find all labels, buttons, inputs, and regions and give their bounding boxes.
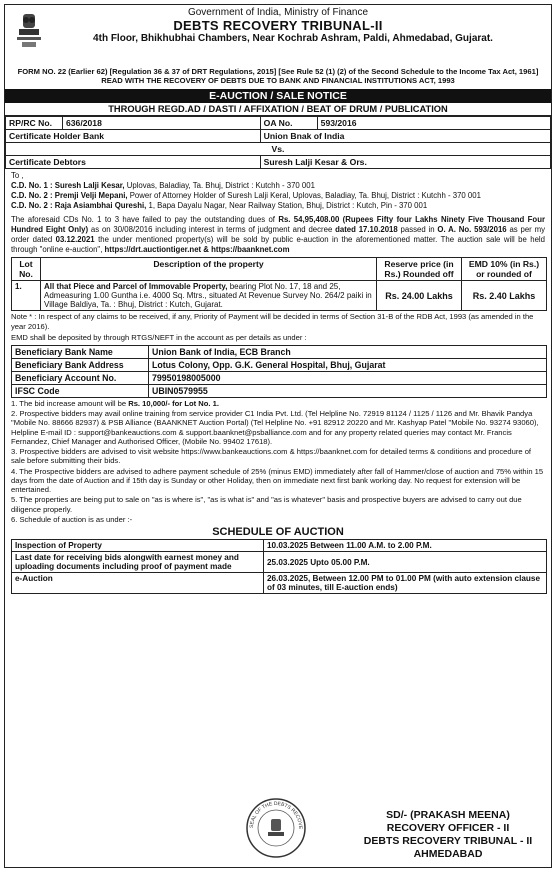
table-row: e-Auction 26.03.2025, Between 12.00 PM to 01.00 PM (with auto extension clause of 03 minutes, till E-auction ends)	[12, 573, 547, 594]
sale-notice	[4, 4, 552, 868]
notice-paragraph: The aforesaid CDs No. 1 to 3 have failed to pay the outstanding dues of Rs. 54,95,408.00 (Rupees Fifty four Lakhs Ninety Five Thousand Four Hundred Eight Only) as on 30/08/2016 including interest in terms of judgment and decree dated 17.10.2018 passed in O. A. No. 593/2016 as per my order dated 03.12.2021 the under mentioned property(s) will be sold by public e-auction in the aforementioned matter. The auction sale will be held through "online e-auction", https://drt.auctiontiger.net & https://baanknet.com	[11, 215, 545, 255]
seal-text: SEAL OF THE DEBTS RECOVE	[248, 800, 304, 830]
signatory-name: SD/- (PRAKASH MEENA)	[386, 808, 510, 821]
table-row	[6, 155, 551, 168]
list-item: 6. Schedule of auction is as under :-	[11, 514, 133, 524]
notice-subbanner: THROUGH REGD.AD / DASTI / AFFIXATION / BEAT OF DRUM / PUBLICATION	[5, 103, 551, 116]
oa-value: 593/2016	[317, 116, 550, 129]
notice-header	[5, 7, 551, 67]
signatory-designation: RECOVERY OFFICER - II	[386, 821, 510, 834]
rp-label: RP/RC No.	[6, 116, 63, 129]
list-item: C.D. No. 2 : Premji Velji Mepani, Power of Attorney Holder of Suresh Lalji Keral, Uplovas, Baladiay, Ta. Bhuj, District : Kutchh - 370 001	[11, 191, 481, 201]
schedule-table	[11, 539, 547, 594]
lot-number: 1.	[12, 281, 41, 311]
auction-websites: https://drt.auctiontiger.net & https://baanknet.com	[104, 245, 290, 255]
schedule-title: SCHEDULE OF AUCTION	[212, 526, 344, 539]
lot-header: Lot No.	[12, 258, 41, 281]
tribunal-seal-icon	[245, 797, 307, 859]
holder-value: Union Bnak of India	[260, 129, 550, 142]
list-item: 1. The bid increase amount will be Rs. 10,000/- for Lot No. 1.	[11, 398, 219, 408]
list-item: C.D. No. 2 : Raja Asiambhai Qureshi, 1, Bapa Dayalu Nagar, Near Railway Station, Bhuj, District : Kutch, Pin - 370 001	[11, 201, 428, 211]
reserve-header: Reserve price (in Rs.) Rounded off	[377, 258, 462, 281]
versus: Vs.	[6, 142, 551, 155]
list-item: 3. Prospective bidders are advised to visit website https://www.bankeauctions.com & https://baanknet.com for detailed terms & conditions and procedure of sale before submitting their bids.	[11, 447, 532, 466]
property-table	[11, 257, 547, 311]
list-item: 4. The Prospective bidders are advised to adhere payment schedule of 25% (minus EMD) immediately after fall of Hammer/close of auction and 75% within 15 days from the date of Auction and if 15th day is Sunday or other Holiday, then on immediate next first bank working day. No request for extension will be entertained.	[11, 466, 544, 495]
holder-label: Certificate Holder Bank	[6, 129, 261, 142]
list-item: 2. Prospective bidders may avail online training from service provider C1 India Pvt. Ltd. (Tel Helpline No. 72919 81124 / 1125 / 1126 and Mr. Bhavik Pandya "Mobile No. 88666 82937) & PSB Alliance (BAANKNET Auction Portal) (Tel Helpline No. +91 82912 20220 and Mr. Kashyap Patel "Mobile No. 93274 93060), Helpline E-mail ID : support@bankeauctions.com & support.baanknet@psballiance.com and for any property related queries may contact Mr. Francis Fernandez, Chief Manager and Authorised Officer, (Mobile No. 99402 17618).	[11, 409, 539, 446]
reserve-price: Rs. 24.00 Lakhs	[377, 281, 462, 311]
addressees	[5, 169, 551, 214]
form-reference: FORM NO. 22 (Earlier 62) [Regulation 36 & 37 of DRT Regulations, 2015] [See Rule 52 (1) (2) of the Second Schedule to the Income Tax Act, 1961] READ WITH THE RECOVERY OF DEBTS DUE TO BANK AND FINANCIAL INSTITUTIONS ACT, 1993	[17, 67, 539, 86]
ministry-line: Government of India, Ministry of Finance	[187, 7, 369, 18]
tribunal-address: 4th Floor, Bhikhubhai Chambers, Near Kochrab Ashram, Paldi, Ahmedabad, Gujarat.	[93, 33, 493, 44]
oa-label: OA No.	[260, 116, 317, 129]
table-row: Beneficiary Account No. 79950198005000	[12, 371, 547, 384]
table-row	[12, 258, 547, 281]
debtors-value: Suresh Lalji Kesar & Ors.	[260, 155, 550, 168]
tribunal-title: DEBTS RECOVERY TRIBUNAL-II	[173, 18, 383, 33]
description-header: Description of the property	[41, 258, 377, 281]
terms-list	[5, 399, 551, 524]
table-row	[6, 116, 551, 129]
signatory-city: AHMEDABAD	[413, 847, 483, 860]
to-line: To ,	[11, 170, 24, 180]
table-row	[6, 129, 551, 142]
table-row: Last date for receiving bids alongwith earnest money and uploading documents including proof of payment made 25.03.2025 Upto 05.00 P.M.	[12, 552, 547, 573]
list-item: 5. The properties are being put to sale on "as is where is", "as is what is" and "as is whatever" basis and prospective buyers are advised to carry out due diligence properly.	[11, 495, 522, 514]
table-row: Inspection of Property 10.03.2025 Between 11.00 A.M. to 2.00 P.M.	[12, 540, 547, 552]
emd-note: EMD shall be deposited by through RTGS/NEFT in the account as per details as under :	[11, 333, 307, 343]
notice-banner: E-AUCTION / SALE NOTICE	[5, 89, 551, 103]
rp-value: 636/2018	[63, 116, 261, 129]
list-item: C.D. No. 1 : Suresh Lalji Kesar, Uplovas, Baladiay, Ta. Bhuj, District : Kutchh - 370 001	[11, 181, 315, 191]
signature-block	[353, 809, 543, 862]
national-emblem-icon	[13, 11, 45, 51]
bank-details-table	[11, 345, 547, 398]
property-description: All that Piece and Parcel of Immovable Property, bearing Plot No. 17, 18 and 25, Admeasuring 1.00 Guntha i.e. 4000 Sq. Mtrs., situated At Revenue Survey No. 264/2 paiki in Village Baldiya, Ta. : Bhuj, District : Kutch, Gujarat.	[41, 281, 377, 311]
priority-note: Note * : In respect of any claims to be received, if any, Priority of Payment will be decided in terms of Section 31-B of the RDB Act, 1993 (as amended in the year 2016).	[11, 312, 534, 331]
emd-amount: Rs. 2.40 Lakhs	[462, 281, 547, 311]
table-row: IFSC Code UBIN0579955	[12, 384, 547, 397]
emd-header: EMD 10% (in Rs.) or rounded of	[462, 258, 547, 281]
signatory-office: DEBTS RECOVERY TRIBUNAL - II	[363, 834, 533, 847]
case-details-table	[5, 116, 551, 169]
debtors-label: Certificate Debtors	[6, 155, 261, 168]
table-row: Beneficiary Bank Name Union Bank of India, ECB Branch	[12, 345, 547, 358]
table-row	[6, 142, 551, 155]
table-row	[12, 281, 547, 311]
table-row: Beneficiary Bank Address Lotus Colony, Opp. G.K. General Hospital, Bhuj, Gujarat	[12, 358, 547, 371]
